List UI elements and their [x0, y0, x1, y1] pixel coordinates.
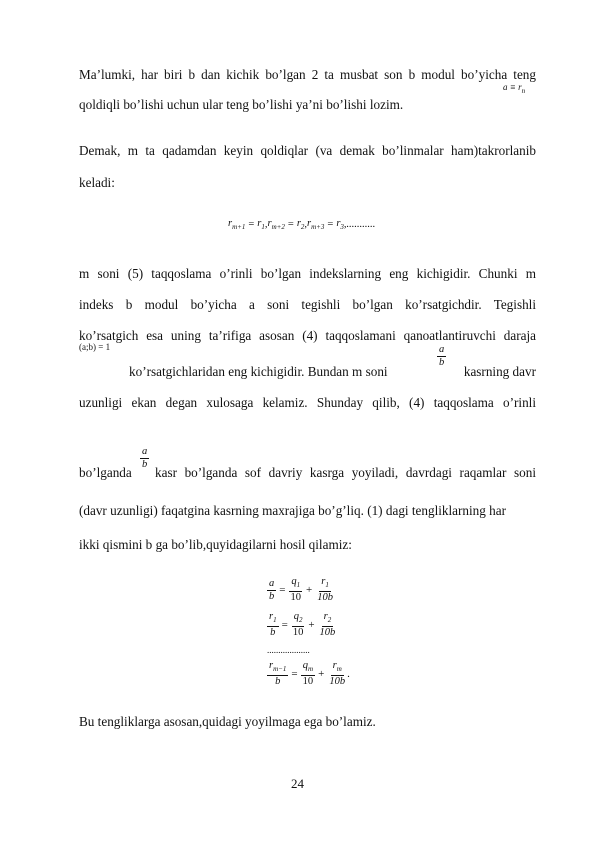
page-number: 24	[291, 776, 304, 791]
equation-dots: ...................	[267, 645, 310, 655]
paragraph-line: indeks b modul bo’yicha a soni tegishli bo’lgan ko’rsatgichdir. Tegishli	[79, 297, 536, 312]
formula-subscript: n	[521, 86, 526, 95]
paragraph-line: uzunligi ekan degan xulosaga kelamiz. Shunday qilib, (4) taqqoslama o’rinli	[79, 395, 536, 410]
paragraph-line: (davr uzunligi) faqatgina kasrning maxrajiga bo’g’liq. (1) dagi tengliklarning har	[79, 503, 506, 518]
equation-row-2: $\frac{r_1}{b}$ = $\frac{q_2}{10}$ + $\frac{r_2}{10b}$	[269, 611, 336, 639]
paragraph-line: ko’rsatgichlaridan eng kichigidir. Bundan m soni	[129, 364, 388, 379]
paragraph-line: ikki qismini b ga bo’lib,quyidagilarni hosil qilamiz:	[79, 537, 352, 552]
paragraph-line: m soni (5) taqqoslama o’rinli bo’lgan indekslarning eng kichigidir. Chunki m	[79, 266, 536, 281]
fraction-a-over-b: $\frac{a}{b}$	[142, 446, 148, 470]
paragraph-line-end: kasr bo’lganda sof davriy kasrga yoyiladi, davrdagi raqamlar soni	[155, 465, 536, 480]
equation-row-1: $\frac{a}{b}$ = $\frac{q_1}{10}$ + $\frac{r_1}{10b}$	[269, 576, 333, 604]
congruence-formula	[503, 82, 525, 95]
paragraph-line-end: kasrning davr	[463, 364, 536, 379]
formula-text: a ≡ r	[503, 82, 522, 92]
paragraph-line: keladi:	[79, 175, 115, 190]
paragraph-line: Demak, m ta qadamdan keyin qoldiqlar (va demak bo’linmalar ham)takrorlanib	[79, 143, 536, 158]
paragraph-line: Bu tengliklarga asosan,quidagi yoyilmaga ega bo’lamiz.	[79, 714, 376, 729]
paragraph-line-start: bo’lganda	[79, 465, 132, 480]
paragraph-line: Ma’lumki, har biri b dan kichik bo’lgan 2 ta musbat son b modul bo’yicha teng	[79, 67, 536, 82]
remainder-repeat-equation: $r_{m+1}$ = $r_1$ , $r_{m+2}$ = $r_2$ , $r_{m+3}$ = $r_3$ ,...........	[228, 218, 376, 232]
paragraph-line: qoldiqli bo’lishi uchun ular teng bo’lishi ya’ni bo’lishi lozim.	[79, 97, 404, 112]
paragraph-line: ko’rsatgich esa uning ta’rifiga asosan (4) taqqoslamani qanoatlantiruvchi daraja	[79, 328, 536, 343]
fraction-a-over-b: $\frac{a}{b}$	[439, 344, 445, 368]
gcd-formula: (a;b) = 1	[79, 342, 111, 352]
equation-row-m: $\frac{r_{m-1}}{b}$ = $\frac{q_m}{10}$ + $\frac{r_m}{10b}$ .	[269, 660, 350, 688]
